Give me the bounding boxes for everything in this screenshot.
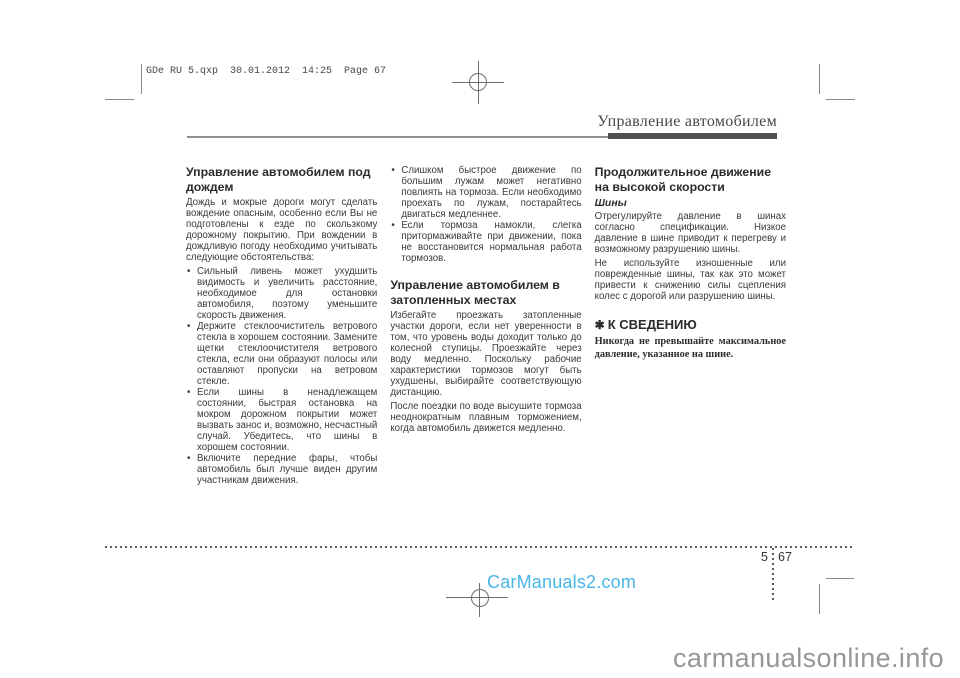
paragraph: Дождь и мокрые дороги могут сделать вождение опасным, особенно если Вы не подготовлены к езде по скользкому дорожному покрытию. При вождении в дождливую погоду необходимо учитывать следующие обстоятельства: [186, 197, 378, 264]
crop-mark-top-left-vertical [141, 64, 142, 94]
page-header-title: Управление автомобилем [597, 113, 777, 130]
paragraph: После поездки по воде высушите тормоза неоднократным плавным торможением, когда автомобиль движется медленно. [390, 401, 582, 435]
column-flooded-areas [390, 165, 581, 488]
watermark-carmanualsonline: carmanualsonline.info [673, 643, 945, 673]
paragraph: Не используйте изношенные или поврежденные шины, так как это может привести к снижению силы сцепления колес с дорогой или разрушению шины. [594, 258, 786, 303]
header-rule-dark [608, 133, 777, 139]
column-driving-in-rain [186, 165, 377, 488]
bullet-list-continued [390, 165, 581, 264]
bullet-item: • Держите стеклоочиститель ветрового стекла в хорошем состоянии. Замените щетки стеклоочистителя ветрового стекла, если они образуют полосы или оставляют пропуски на ветровом стекле. [186, 321, 377, 387]
bullet-item: • Сильный ливень может ухудшить видимость и увеличить расстояние, необходимое для остановки автомобиля, поэтому уменьшите скорость движения. [186, 266, 377, 321]
registration-circle [469, 73, 487, 91]
section-number: 5 [761, 550, 768, 564]
bullet-item: • Если шины в ненадлежащем состоянии, быстрая остановка на мокром дорожном покрытии может вызвать занос и, возможно, несчастный случай. Убедитесь, что шины в хорошем состоянии. [186, 387, 377, 453]
paragraph: Избегайте проезжать затопленные участки дороги, если нет уверенности в том, что уровень воды доходит только до колесной ступицы. Проезжайте через воду медленно. Поскольку рабочие характеристики тормозов могут быть ухудшены, выбирайте соответствующую дистанцию. [390, 310, 582, 399]
notice-text: Никогда не превышайте максимальное давление, указанное на шине. [594, 336, 786, 360]
watermark-carmanuals2: CarManuals2.com [487, 572, 637, 592]
text-columns [186, 165, 786, 488]
bullet-list [186, 266, 377, 486]
section-heading-high-speed: Продолжительное движение на высокой скорости [594, 165, 772, 194]
asterisk-icon: ✱ [594, 318, 605, 333]
fold-dashed-vline [772, 548, 774, 601]
bullet-item: • Слишком быстрое движение по большим лужам может негативно повлиять на тормоза. Если необходимо проехать по лужам, постарайтесь двигаться медленнее. [390, 165, 581, 220]
fold-dashed-line [105, 546, 855, 548]
crop-mark-bottom-right-vertical [819, 584, 820, 614]
section-heading-flooded: Управление автомобилем в затопленных местах [390, 278, 560, 307]
paragraph: Отрегулируйте давление в шинах согласно спецификации. Низкое давление в шине приводит к перегреву и возможному разрушению шины. [594, 211, 786, 256]
bullet-item: • Если тормоза намокли, слегка притормаживайте при движении, пока не восстановится нормальная работа тормозов. [390, 220, 581, 264]
page-number: 67 [778, 550, 792, 564]
bullet-item: • Включите передние фары, чтобы автомобиль был лучше виден другим участникам движения. [186, 453, 377, 486]
crop-mark-top-right-vertical [819, 64, 820, 94]
section-heading-rain: Управление автомобилем под дождем [186, 165, 371, 194]
notice-heading [595, 317, 786, 333]
crop-mark-top-left-horizontal [105, 99, 134, 100]
print-slug-line: GDe RU 5.qxp 30.01.2012 14:25 Page 67 [146, 66, 387, 77]
header-rule-light [187, 136, 610, 138]
crop-mark-top-right-horizontal [826, 99, 855, 100]
column-high-speed [595, 165, 786, 488]
notice-heading-label: К СВЕДЕНИЮ [607, 317, 697, 333]
subheading-tires: Шины [594, 197, 627, 210]
crop-mark-bottom-right-horizontal [826, 578, 854, 579]
